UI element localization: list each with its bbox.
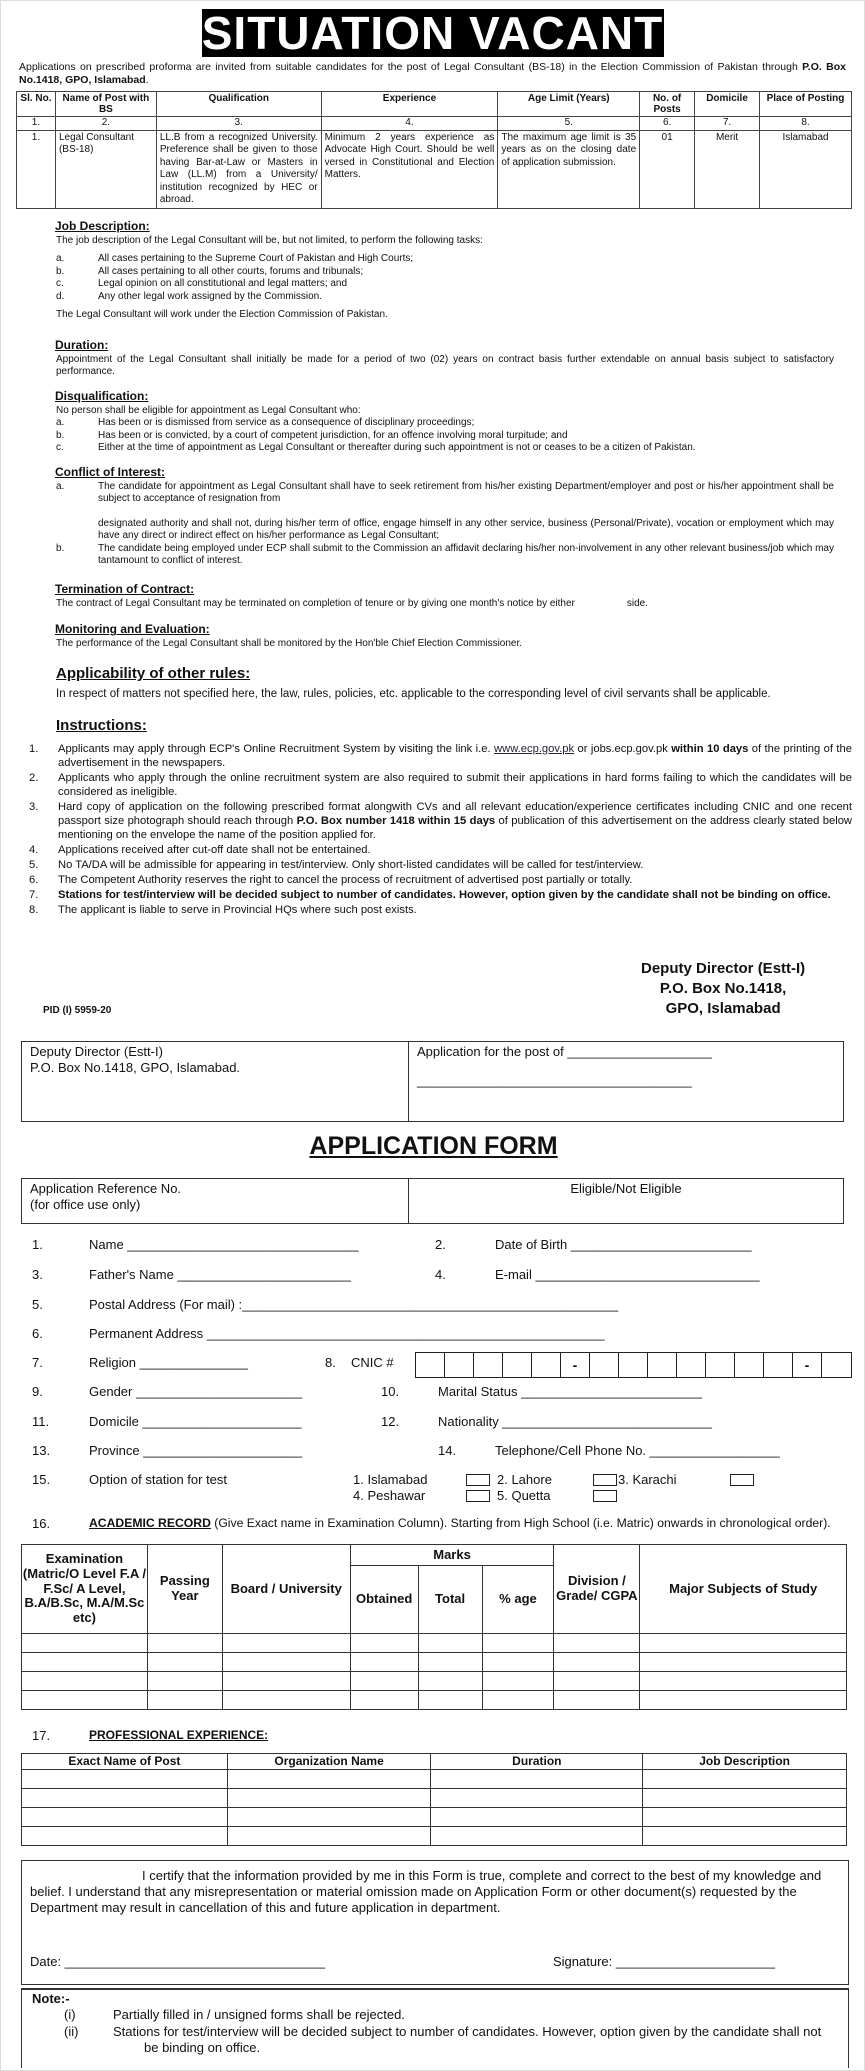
- index-cell: 7.: [695, 117, 760, 131]
- list-item: [56, 430, 834, 443]
- field-number: 10.: [381, 1384, 400, 1399]
- job-description-closing: The Legal Consultant will work under the Election Commission of Pakistan.: [56, 309, 388, 321]
- header-cell: Marks: [350, 1545, 554, 1566]
- reference-label: Application Reference No.: [30, 1181, 182, 1196]
- list-marker: 1.: [29, 742, 39, 755]
- eligibility-field: Eligible/Not Eligible: [570, 1181, 682, 1196]
- terms-section: [56, 219, 834, 736]
- post-applied-line: ______________________________________: [417, 1073, 692, 1089]
- list-item: [56, 278, 834, 291]
- father-name-field[interactable]: Father's Name ________________________: [89, 1267, 351, 1282]
- domicile-cell: Merit: [695, 130, 760, 208]
- list-marker: (ii): [64, 2023, 79, 2039]
- serial-cell: 1.: [17, 130, 56, 208]
- prof-header-row: [22, 1754, 847, 1770]
- field-number: 13.: [32, 1443, 51, 1458]
- termination-text: [56, 598, 834, 611]
- field-number: 15.: [32, 1472, 51, 1487]
- professional-experience-table: [21, 1753, 847, 1846]
- ecp-link[interactable]: www.ecp.gov.pk: [494, 742, 575, 755]
- applicability-heading: Applicability of other rules:: [56, 664, 251, 682]
- list-text: All cases pertaining to all other courts, forums and tribunals;: [98, 265, 364, 277]
- list-marker: b.: [56, 265, 65, 277]
- table-row[interactable]: [22, 1672, 847, 1691]
- field-number: 7.: [32, 1355, 43, 1370]
- instruction-text: of publication of this advertisement on the address clearly stated below mentioning on the envelope the name of the position applied for.: [58, 814, 852, 841]
- termination-heading: Termination of Contract:: [55, 581, 195, 596]
- date-field[interactable]: Date: ____________________________________: [30, 1954, 325, 1969]
- header-cell: % age: [482, 1566, 554, 1634]
- reference-note: (for office use only): [30, 1197, 141, 1213]
- list-item: [56, 253, 834, 266]
- list-item: [29, 873, 852, 887]
- field-number: 1.: [32, 1237, 43, 1252]
- list-text: Has been or is dismissed from service as a consequence of disciplinary proceedings;: [98, 417, 475, 429]
- station-islamabad-label: 1. Islamabad: [353, 1472, 428, 1487]
- header-cell: Job Description: [643, 1754, 847, 1770]
- field-number: 11.: [32, 1414, 50, 1429]
- list-text: No TA/DA will be admissible for appearing in test/interview. Only short-listed candidates will be called for test/interview.: [58, 858, 644, 871]
- list-item: [56, 518, 834, 543]
- list-text: Legal opinion on all constitutional and legal matters; and: [98, 278, 348, 290]
- academic-header-row: [22, 1545, 847, 1566]
- experience-cell: Minimum 2 years experience as Advocate High Court. Should be well versed in Constitutional and Election Matters.: [321, 130, 498, 208]
- job-description-intro: The job description of the Legal Consultant will be, but not limited, to perform the following tasks:: [56, 234, 483, 246]
- duration-text: Appointment of the Legal Consultant shall initially be made for a period of two (02) years on contract basis further extendable on annual basis subject to satisfactory performance.: [56, 353, 834, 378]
- address-line: Deputy Director (Estt-I): [641, 960, 806, 977]
- envelope-address: [22, 1042, 409, 1121]
- field-number: 6.: [32, 1326, 43, 1341]
- list-text: The candidate for appointment as Legal Consultant shall have to seek retirement from his/her existing Department/employer and post or his/her appointment shall be subject to acceptance of resignation from: [98, 480, 834, 505]
- job-description-heading: Job Description:: [55, 218, 150, 233]
- list-marker: d.: [56, 290, 65, 302]
- field-number: 8.: [325, 1355, 336, 1370]
- qualification-cell: LL.B from a recognized University. Preference shall be given to those having Bar-at-Law or Masters in Law (LL.M) from a University/ institution recognized by HEC or abroad.: [156, 130, 321, 208]
- email-field[interactable]: E-mail _______________________________: [495, 1267, 760, 1282]
- table-row[interactable]: [22, 1827, 847, 1846]
- table-row[interactable]: [22, 1653, 847, 1672]
- intro-paragraph: [19, 61, 846, 87]
- domicile-field[interactable]: Domicile ______________________: [89, 1414, 302, 1429]
- vacancy-row: [17, 130, 852, 208]
- table-row[interactable]: [22, 1634, 847, 1653]
- cnic-label: CNIC #: [351, 1355, 394, 1370]
- field-number: 14.: [438, 1443, 457, 1458]
- gender-field[interactable]: Gender _______________________: [89, 1384, 303, 1399]
- header-cell: Domicile: [695, 92, 760, 117]
- envelope-line: P.O. Box No.1418, GPO, Islamabad.: [30, 1060, 241, 1076]
- envelope-line: Deputy Director (Estt-I): [30, 1044, 163, 1059]
- list-marker: c.: [56, 442, 64, 454]
- list-marker: 5.: [29, 858, 39, 871]
- list-marker: 8.: [29, 903, 39, 916]
- reference-no-field: [22, 1179, 409, 1223]
- cnic-digit-box[interactable]: [619, 1353, 648, 1377]
- field-number: 17.: [32, 1728, 51, 1743]
- header-cell: Division / Grade/ CGPA: [554, 1545, 640, 1634]
- office-use-box: [21, 1178, 844, 1224]
- list-marker: a.: [56, 417, 65, 429]
- cnic-digit-box[interactable]: [822, 1353, 851, 1377]
- academic-record-title: ACADEMIC RECORD: [89, 1516, 211, 1530]
- list-marker: a.: [56, 480, 65, 492]
- academic-record-table: [21, 1544, 847, 1710]
- termination-tail: side.: [626, 597, 648, 609]
- cnic-digit-box[interactable]: [677, 1353, 706, 1377]
- list-text: Has been or is convicted, by a court of competent jurisdiction, for an offence involving moral turpitude; and: [98, 429, 568, 441]
- cnic-digit-box[interactable]: [474, 1353, 503, 1377]
- table-row[interactable]: [22, 1808, 847, 1827]
- instruction-text: or jobs.ecp.gov.pk: [574, 742, 672, 755]
- header-cell: Organization Name: [227, 1754, 431, 1770]
- field-number: 2.: [435, 1237, 446, 1252]
- cnic-digit-box[interactable]: [445, 1353, 474, 1377]
- note-continuation: be binding on office.: [144, 2039, 261, 2055]
- cnic-digit-box[interactable]: [532, 1353, 561, 1377]
- header-cell: Board / University: [222, 1545, 350, 1634]
- list-text: Applicants who apply through the online recruitment system are also required to submit their applications in hard forms failing to which the candidates will be considered as ineligible.: [58, 771, 852, 798]
- list-text: All cases pertaining to the Supreme Court of Pakistan and High Courts;: [98, 253, 414, 265]
- conflict-heading: Conflict of Interest:: [55, 464, 165, 479]
- index-cell: 3.: [156, 117, 321, 131]
- monitoring-text: The performance of the Legal Consultant shall be monitored by the Hon'ble Chief Election Commissioner.: [56, 638, 523, 650]
- list-text: [58, 800, 852, 842]
- instruction-text: of the printing of the advertisement in the newspapers.: [58, 742, 852, 769]
- vacancy-table: [16, 91, 852, 209]
- list-text: Any other legal work assigned by the Commission.: [98, 290, 322, 302]
- disqualification-intro: No person shall be eligible for appointment as Legal Consultant who:: [56, 404, 361, 416]
- index-cell: 5.: [498, 117, 640, 131]
- list-text: The candidate being employed under ECP shall submit to the Commission an affidavit declaring his/her non-involvement in any other relevant business/job which may tantamount to conflict of interest.: [98, 542, 834, 567]
- header-cell: Major Subjects of Study: [640, 1545, 847, 1634]
- index-cell: 4.: [321, 117, 498, 131]
- age-limit-cell: The maximum age limit is 35 years as on the closing date of application submission.: [498, 130, 640, 208]
- list-item: [56, 543, 834, 568]
- post-cell: Legal Consultant (BS-18): [55, 130, 156, 208]
- instruction-bold: within 10 days: [671, 742, 749, 755]
- list-item: [29, 771, 852, 799]
- list-text: designated authority and shall not, during his/her term of office, engage himself in any other service, business (Personal/Private), vocation or employment which may have any direct or indirect effect on his/her performance as Legal Consultant;: [98, 517, 834, 542]
- instruction-bold: P.O. Box number 1418 within 15 days: [296, 814, 496, 827]
- station-islamabad-checkbox[interactable]: [466, 1474, 490, 1486]
- address-line: GPO, Islamabad: [665, 1000, 781, 1017]
- cnic-digit-box[interactable]: [706, 1353, 735, 1377]
- province-field[interactable]: Province ______________________: [89, 1443, 303, 1458]
- station-quetta-label: 5. Quetta: [497, 1488, 551, 1503]
- posting-cell: Islamabad: [760, 130, 852, 208]
- list-item: [29, 903, 852, 917]
- vacancy-index-row: [17, 117, 852, 131]
- list-marker: 4.: [29, 843, 39, 856]
- cnic-dash: -: [561, 1353, 590, 1377]
- cnic-digit-box[interactable]: [590, 1353, 619, 1377]
- situation-vacant-banner: SITUATION VACANT: [201, 7, 664, 59]
- list-item: [56, 442, 834, 455]
- list-marker: 6.: [29, 873, 39, 886]
- professional-experience-label: PROFESSIONAL EXPERIENCE:: [89, 1728, 269, 1742]
- header-cell: No. of Posts: [640, 92, 695, 117]
- cnic-digit-box[interactable]: [416, 1353, 445, 1377]
- permanent-address-field[interactable]: Permanent Address _______________________________________________________: [89, 1326, 605, 1341]
- list-marker: 2.: [29, 771, 39, 784]
- marital-status-field[interactable]: Marital Status _________________________: [438, 1384, 702, 1399]
- field-number: 5.: [32, 1297, 43, 1312]
- field-number: 12.: [381, 1414, 400, 1429]
- mailing-address: [641, 959, 805, 1019]
- table-row[interactable]: [22, 1789, 847, 1808]
- instructions-heading: Instructions:: [56, 716, 147, 734]
- list-text: Applications received after cut-off date shall not be entertained.: [58, 843, 371, 856]
- list-marker: b.: [56, 542, 65, 554]
- list-item: [32, 2024, 838, 2040]
- list-item: [56, 291, 834, 304]
- cnic-dash: -: [793, 1353, 822, 1377]
- phone-field[interactable]: Telephone/Cell Phone No. __________________: [495, 1443, 780, 1458]
- applicability-text: In respect of matters not specified here, the law, rules, policies, etc. applicable to the corresponding level of civil servants shall be applicable.: [56, 687, 771, 700]
- field-number: 4.: [435, 1267, 446, 1282]
- list-item: [32, 2007, 838, 2023]
- list-marker: 3.: [29, 800, 39, 813]
- list-item: [29, 843, 852, 857]
- header-cell: Examination (Matric/O Level F.A / F.Sc/ A Level, B.A/B.Sc, M.A/M.Sc etc): [22, 1545, 148, 1634]
- envelope-box: [21, 1041, 844, 1122]
- list-marker: c.: [56, 278, 64, 290]
- header-cell: Duration: [431, 1754, 643, 1770]
- index-cell: 8.: [760, 117, 852, 131]
- header-cell: Age Limit (Years): [498, 92, 640, 117]
- intro-address: P.O. Box No.1418, GPO, Islamabad: [19, 61, 847, 87]
- station-karachi-label: 3. Karachi: [618, 1472, 677, 1487]
- station-quetta-checkbox[interactable]: [593, 1490, 617, 1502]
- postal-address-field[interactable]: Postal Address (For mail) :____________________________________________________: [89, 1297, 619, 1312]
- list-item: [29, 800, 852, 842]
- list-marker: 7.: [29, 888, 39, 901]
- list-text: The applicant is liable to serve in Provincial HQs where such post exists.: [58, 903, 417, 916]
- field-number: 3.: [32, 1267, 43, 1282]
- station-peshawar-checkbox[interactable]: [466, 1490, 490, 1502]
- list-marker: a.: [56, 253, 65, 265]
- academic-record-label: [89, 1516, 831, 1531]
- nationality-field[interactable]: Nationality _____________________________: [438, 1414, 712, 1429]
- header-cell: Qualification: [156, 92, 321, 117]
- header-cell: Total: [418, 1566, 482, 1634]
- index-cell: 2.: [55, 117, 156, 131]
- instructions-list: [29, 742, 852, 917]
- intro-end: .: [145, 74, 149, 87]
- station-lahore-checkbox[interactable]: [593, 1474, 617, 1486]
- header-cell: Exact Name of Post: [22, 1754, 228, 1770]
- field-number: 16.: [32, 1516, 51, 1531]
- header-cell: Passing Year: [147, 1545, 222, 1634]
- list-item: [29, 742, 852, 770]
- list-text: Stations for test/interview will be decided subject to number of candidates. However, option given by the candidate shall not be binding on office.: [58, 888, 831, 901]
- religion-field[interactable]: Religion _______________: [89, 1355, 249, 1370]
- header-cell: Experience: [321, 92, 498, 117]
- post-applied-label: Application for the post of ____________________: [417, 1044, 712, 1059]
- cnic-digit-box[interactable]: [503, 1353, 532, 1377]
- certification-box: [21, 1860, 849, 1985]
- pid-number: PID (I) 5959-20: [43, 1005, 112, 1016]
- list-item: [29, 888, 852, 902]
- index-cell: 1.: [17, 117, 56, 131]
- list-item: [56, 417, 834, 430]
- cnic-digit-box[interactable]: [764, 1353, 793, 1377]
- academic-record-note: (Give Exact name in Examination Column). Starting from High School (i.e. Matric) onwards in chronological order).: [210, 1516, 831, 1530]
- list-text: [58, 742, 852, 770]
- vacancy-header-row: [17, 92, 852, 117]
- cnic-boxes[interactable]: [415, 1352, 852, 1378]
- station-lahore-label: 2. Lahore: [497, 1472, 552, 1487]
- application-form-title: APPLICATION FORM: [309, 1132, 558, 1160]
- dob-field[interactable]: Date of Birth _________________________: [495, 1237, 752, 1252]
- termination-sentence: The contract of Legal Consultant may be terminated on completion of tenure or by giving one month's notice by either: [56, 597, 575, 609]
- disqualification-heading: Disqualification:: [55, 388, 149, 403]
- list-item: [56, 266, 834, 279]
- intro-text: Applications on prescribed proforma are invited from suitable candidates for the post of Legal Consultant (BS-18) in the Election Commission of Pakistan through: [19, 61, 803, 73]
- instruction-text: Hard copy of application on the following prescribed format alongwith CVs and all relevant education/experience certificates including CNIC and one recent passport size photograph should reach through: [58, 800, 852, 827]
- field-number: 9.: [32, 1384, 43, 1399]
- table-row[interactable]: [22, 1770, 847, 1789]
- list-item: [29, 858, 852, 872]
- list-text: The Competent Authority reserves the right to cancel the process of recruitment of advertised post partially or totally.: [58, 873, 633, 886]
- header-cell: Name of Post with BS: [55, 92, 156, 117]
- list-text: Partially filled in / unsigned forms shall be rejected.: [113, 2007, 405, 2023]
- header-cell: Place of Posting: [760, 92, 852, 117]
- header-cell: Sl. No.: [17, 92, 56, 117]
- post-applied-field[interactable]: [409, 1042, 843, 1121]
- cnic-digit-box[interactable]: [735, 1353, 764, 1377]
- list-item: [56, 481, 834, 506]
- cnic-digit-box[interactable]: [648, 1353, 677, 1377]
- list-marker: b.: [56, 429, 65, 441]
- index-cell: 6.: [640, 117, 695, 131]
- instruction-text: Applicants may apply through ECP's Online Recruitment System by visiting the link i.e.: [58, 742, 495, 755]
- header-cell: Obtained: [350, 1566, 418, 1634]
- certification-text: I certify that the information provided by me in this Form is true, complete and correct to the best of my knowledge and belief. I understand that any misrepresentation or material omission made on Application Form or other document(s) requested by the Department may result in cancellation of this and future application in department.: [30, 1868, 822, 1915]
- list-text: Either at the time of appointment as Legal Consultant or thereafter during such appointment is not or ceases to be a citizen of Pakistan.: [98, 442, 696, 454]
- address-line: P.O. Box No.1418,: [659, 980, 787, 997]
- station-peshawar-label: 4. Peshawar: [353, 1488, 426, 1503]
- station-karachi-checkbox[interactable]: [730, 1474, 754, 1486]
- list-text: Stations for test/interview will be decided subject to number of candidates. However, option given by the candidate shall not: [113, 2023, 822, 2039]
- posts-cell: 01: [640, 130, 695, 208]
- list-marker: (i): [64, 2007, 76, 2023]
- station-option-label: Option of station for test: [89, 1472, 228, 1487]
- note-label: Note:-: [32, 1991, 70, 2006]
- duration-heading: Duration:: [55, 337, 109, 352]
- list-marker: [56, 518, 98, 543]
- note-box: [21, 1988, 849, 2068]
- signature-field[interactable]: Signature: ______________________: [553, 1954, 775, 1969]
- monitoring-heading: Monitoring and Evaluation:: [55, 622, 210, 637]
- name-field[interactable]: Name ________________________________: [89, 1237, 359, 1252]
- table-row[interactable]: [22, 1691, 847, 1710]
